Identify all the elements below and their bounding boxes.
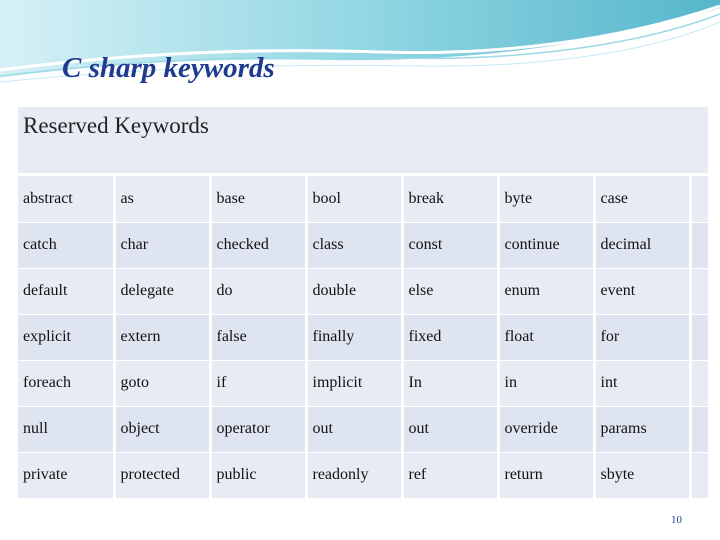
keyword-cell: protected — [114, 452, 210, 498]
table-row — [18, 176, 708, 222]
keyword-cell: extern — [114, 314, 210, 360]
keyword-cell: checked — [210, 222, 306, 268]
keyword-cell: out — [306, 406, 402, 452]
page-number: 10 — [671, 514, 682, 526]
keyword-cell: char — [114, 222, 210, 268]
keyword-cell: private — [18, 452, 114, 498]
keyword-cell — [690, 406, 708, 452]
keyword-cell: operator — [210, 406, 306, 452]
keyword-cell: enum — [498, 268, 594, 314]
keyword-cell: default — [18, 268, 114, 314]
keyword-cell: class — [306, 222, 402, 268]
keyword-cell — [690, 268, 708, 314]
keyword-cell: fixed — [402, 314, 498, 360]
keyword-cell: readonly — [306, 452, 402, 498]
keyword-cell: event — [594, 268, 690, 314]
slide-title: C sharp keywords — [62, 52, 275, 84]
keyword-cell: decimal — [594, 222, 690, 268]
keyword-cell: sbyte — [594, 452, 690, 498]
table-header: Reserved Keywords — [18, 107, 708, 176]
keyword-cell: do — [210, 268, 306, 314]
keyword-cell: public — [210, 452, 306, 498]
keyword-cell: base — [210, 176, 306, 222]
keyword-cell: foreach — [18, 360, 114, 406]
keyword-cell: implicit — [306, 360, 402, 406]
keyword-cell: null — [18, 406, 114, 452]
keywords-grid — [18, 176, 708, 499]
keyword-cell: bool — [306, 176, 402, 222]
keyword-cell: abstract — [18, 176, 114, 222]
keyword-cell — [690, 222, 708, 268]
keyword-cell: case — [594, 176, 690, 222]
keyword-cell: const — [402, 222, 498, 268]
keyword-cell: as — [114, 176, 210, 222]
keyword-cell: explicit — [18, 314, 114, 360]
keyword-cell: delegate — [114, 268, 210, 314]
keyword-cell — [690, 452, 708, 498]
keyword-cell — [690, 360, 708, 406]
keyword-cell: override — [498, 406, 594, 452]
keyword-cell: In — [402, 360, 498, 406]
keyword-cell: return — [498, 452, 594, 498]
keyword-cell: byte — [498, 176, 594, 222]
keyword-cell: double — [306, 268, 402, 314]
keyword-cell: false — [210, 314, 306, 360]
keyword-cell: else — [402, 268, 498, 314]
table-row — [18, 406, 708, 452]
table-row — [18, 360, 708, 406]
keyword-cell: ref — [402, 452, 498, 498]
table-row — [18, 314, 708, 360]
keyword-cell: out — [402, 406, 498, 452]
keyword-cell: for — [594, 314, 690, 360]
keyword-cell — [690, 314, 708, 360]
keyword-cell: int — [594, 360, 690, 406]
keyword-cell: catch — [18, 222, 114, 268]
keyword-cell — [690, 176, 708, 222]
keyword-cell: params — [594, 406, 690, 452]
keyword-cell: goto — [114, 360, 210, 406]
keyword-cell: float — [498, 314, 594, 360]
keyword-cell: object — [114, 406, 210, 452]
table-row — [18, 268, 708, 314]
keyword-cell: break — [402, 176, 498, 222]
keyword-cell: continue — [498, 222, 594, 268]
keywords-table — [18, 107, 708, 499]
table-row — [18, 452, 708, 498]
keyword-cell: if — [210, 360, 306, 406]
keyword-cell: in — [498, 360, 594, 406]
keyword-cell: finally — [306, 314, 402, 360]
table-row — [18, 222, 708, 268]
